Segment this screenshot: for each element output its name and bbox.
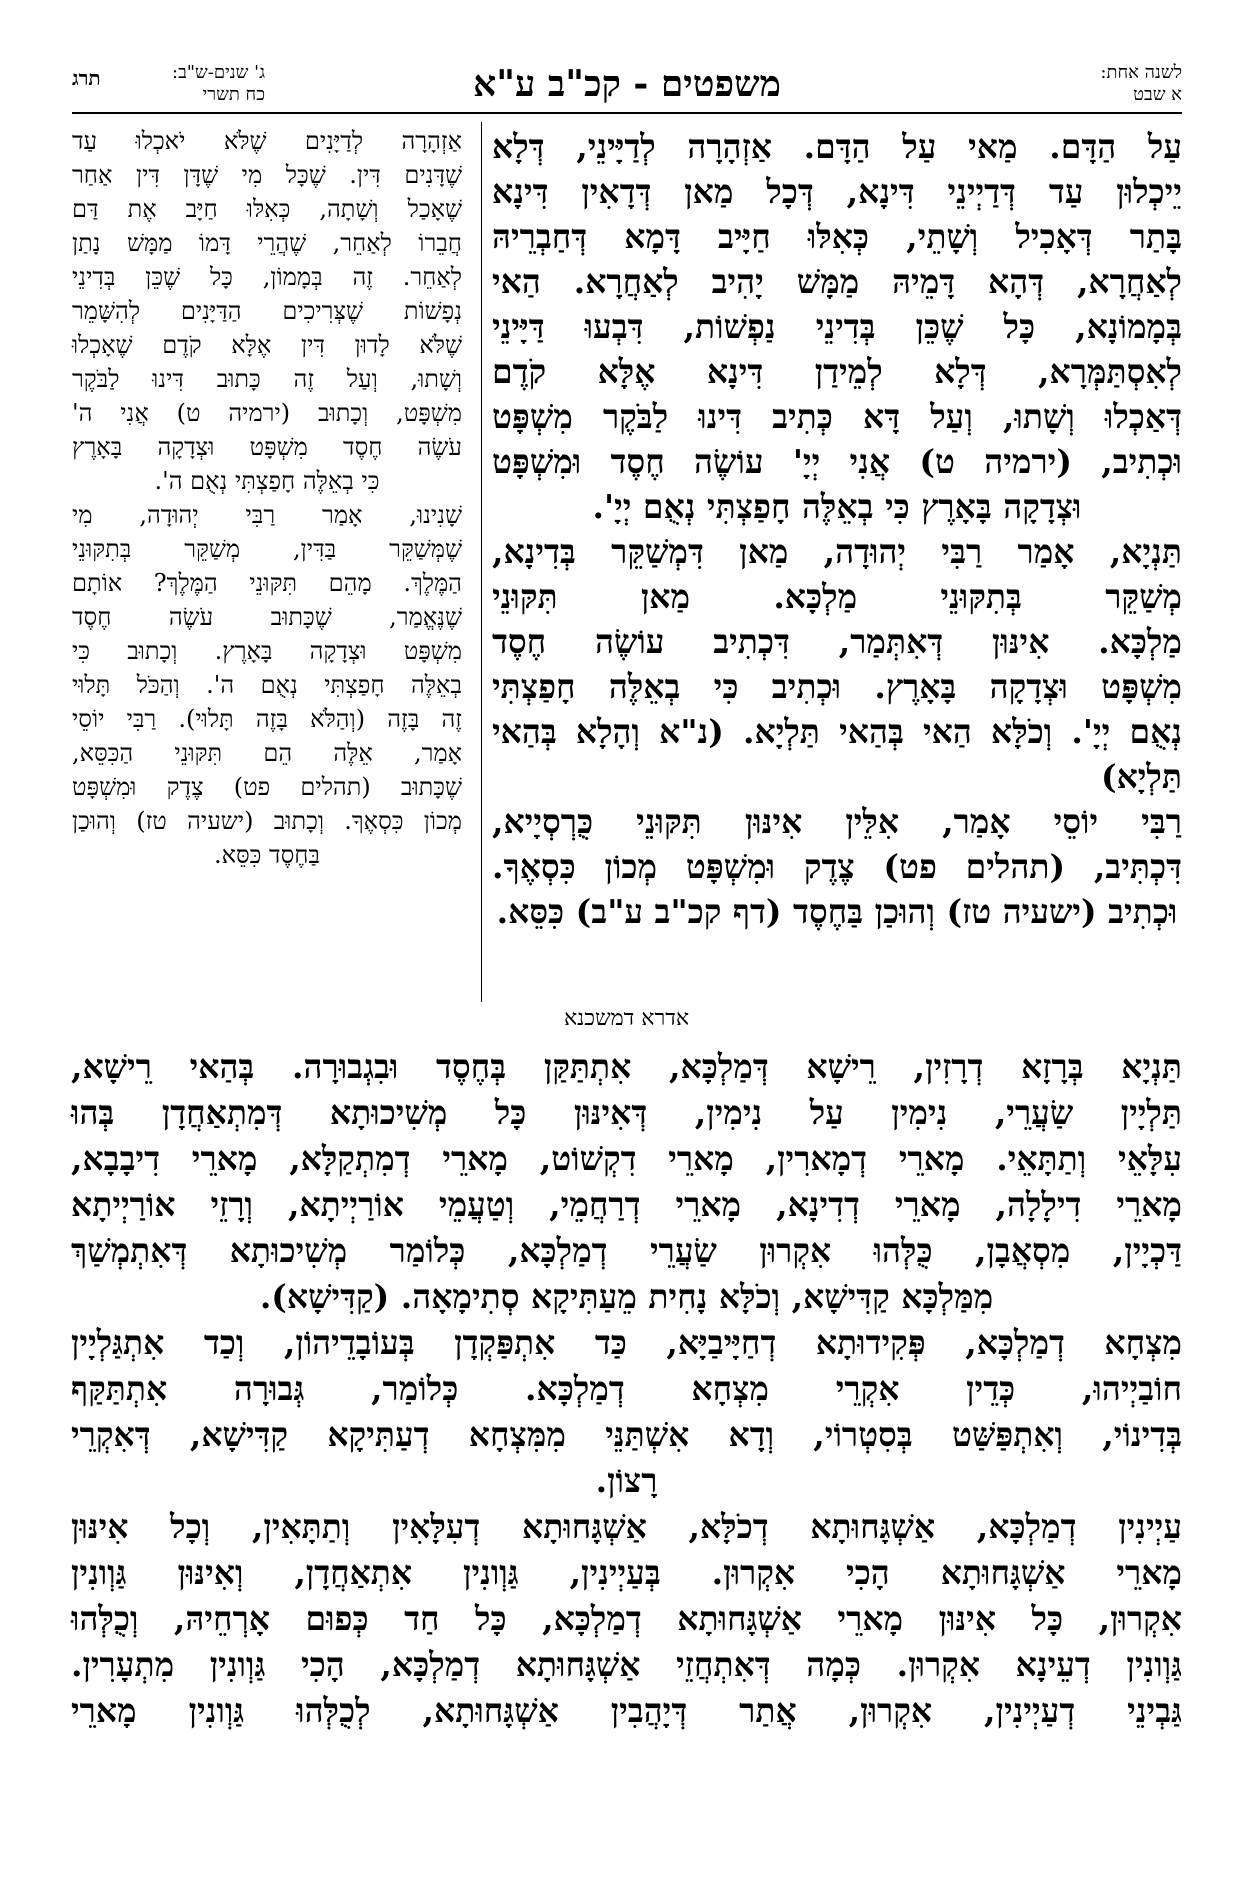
text-line: דְּאַכְלוּ וְשָׁתוּ, וְעַל דָּא כְּתִיב דִּינוּ לַבֹּקֶר מִשְׁפָּט [492, 397, 1182, 436]
column-divider [481, 122, 482, 1002]
text-line: מִשְׁפָּט, וְכָתוּב (ירמיה ט) אֲנִי ה' [72, 399, 462, 427]
text-line: מִשְׁפָּט וּצְדָקָה בָּאָרֶץ. וְכָתוּב כִּי [72, 637, 462, 665]
text-line: תַּנְיָא בְּרָזָא דְרָזִין, רֵישָׁא דְּמַלְכָּא, אִתְתַּקַּן בְּחֶסֶד וּבִגְבוּרָה. בְּהַאי רֵישָׁא, [71, 1047, 1182, 1086]
text-line: רָצוֹן. [595, 1461, 658, 1500]
text-line: מִמַּלְכָּא קַדִּישָׁא, וְכֹלָּא נָחִית מֵעַתִּיקָא סְתִימָאָה. (קַדִּישָׁא). [259, 1277, 994, 1316]
text-line: דִּכְתִּיב, (תהלים פט) צֶדֶק וּמִשְׁפָּט מְכוֹן כִּסְאֶךָ. [492, 847, 1182, 886]
text-line: חֲבֵרוֹ לְאַחֵר, שֶׁהֲרֵי דָּמוֹ מַמָּשׁ נָתַן [72, 229, 462, 257]
page-title: משפטים - קכ"ב ע"א [473, 63, 781, 105]
section-heading: אדרא דמשכנא [563, 1006, 690, 1031]
text-line: בְאֵלֶּה חָפַצְתִּי נְאֻם ה'. וְהַכֹּל תָּלוּי [72, 671, 462, 699]
text-line: כִּי בְאֵלֶּה חָפַצְתִּי נְאֻם ה'. [154, 467, 380, 495]
text-line: לְאַחֲרָא, דְּהָא דָּמֵיהּ מַמָּשׁ יָהִיב לְאַחֲרָא. הַאי [492, 262, 1182, 301]
schedule-date: א שבט [1133, 84, 1182, 105]
text-line: גַּבְינֵי דְעַיְינִין, אִקְרוּן, אֲתַר דְּיָהֲבִין אַשְׁגָּחוּתָא, לְכֻלְּהוּ גַּוְונִין מָארֵי [71, 1691, 1182, 1730]
text-line: מִשְׁפָּט וּצְדָקָה בָּאָרֶץ. וּכְתִיב כִּי בְאֵלֶּה חָפַצְתִּי [492, 667, 1182, 706]
text-line: בַּחֶסֶד כִּסֵּא. [213, 841, 320, 869]
text-line: שֶׁדָּנִים דִּין. שֶׁכָּל מִי שֶׁדָּן דִּין אַחַר [72, 161, 462, 189]
header-schedule-three-years [172, 62, 265, 106]
text-line: אִקְרוּן, כָּל אִינּוּן מָארֵי אַשְׁגָּחוּתָא דְמַלְכָּא, כָּל חַד כְּפוּם אָרְחֵיהּ, וְכֻלְּהוּ [71, 1599, 1182, 1638]
text-line: שֶׁמְּשַׁקֵּר בַּדִּין, מְשַׁקֵּר בְּתִקּוּנֵי [72, 535, 462, 563]
schedule-label: ג' שנים-ש"ב: [172, 62, 266, 83]
text-line: חוֹבַיְיהוּ, כְּדֵין אִקְרֵי מִצְחָא דְמַלְכָּא. כְּלוֹמַר, גְּבוּרָה אִתְתַּקַּף [71, 1369, 1182, 1408]
text-line: לְאִסְתַּמְּרָא, דְּלָא לְמֵידַן דִּינָא אֶלָּא קֹדֶם [492, 352, 1182, 391]
page-header [72, 62, 1182, 118]
text-line: בְּדִינוֹי, וְאִתְפַּשַּׁט בְּסִטְרוֹי, וְדָא אִשְׁתַּנֵּי מִמִּצְחָא דְעַתִּיקָא קַדִּישָׁא, דְּאִקְרֵי [71, 1415, 1182, 1454]
text-line: מָארֵי אַשְׁגָּחוּתָא הָכִי אִקְרוּן. בְּעַיְינִין, גַּוְונִין אִתְאַחֲדָן, וְאִינּוּן גַּוְונִין [71, 1553, 1182, 1592]
text-line: תַּלְיָין שַׂעֲרֵי, נִימִין עַל נִימִין, דְּאִינּוּן כָּל מְשִׁיכוּתָא דְּמִתְאַחֲדָן בְּהוּ [71, 1093, 1182, 1132]
text-line: שֶׁאָכַל וְשָׁתָה, כְּאִלּוּ חַיָּב אֶת דַּם [72, 195, 462, 223]
text-line: זֶה בָּזֶה (וְהַלֹּא בָּזֶה תָּלוּי). רַבִּי יוֹסֵי [72, 705, 462, 733]
text-line: עֹשֶׂה חֶסֶד מִשְׁפָּט וּצְדָקָה בָּאָרֶץ [72, 433, 462, 461]
text-line: וּצְדָקָה בָּאָרֶץ כִּי בְאֵלֶּה חָפַצְתִּי נְאֻם יְיָ'. [592, 487, 1082, 526]
text-line: מָארֵי דִילָלָה, מָארֵי דְדִינָא, מָארֵי דְרַחֲמֵי, וְטַעֲמֵי אוֹרַיְיתָא, וְרָזֵי אוֹרַיְיתָא [71, 1185, 1182, 1224]
text-line: וּכְתִיב, (ירמיה ט) אֲנִי יְיָ' עוֹשֶׂה חֶסֶד וּמִשְׁפָּט [492, 442, 1182, 481]
text-line: יֵיכְלוּן עַד דְּדַיְינֵי דִּינָא, דְּכָל מַאן דְּדָאִין דִּינָא [492, 172, 1182, 211]
text-line: מְכוֹן כִּסְאֶךָ. וְכָתוּב (ישעיה טז) וְהוּכַן [72, 807, 462, 835]
text-line: נְפָשׁוֹת שֶׁצְּרִיכִים הַדַּיָּנִים לְהִשָּׁמֵר [72, 297, 462, 325]
text-line: הַמֶּלֶךְ. מָהֵם תִּקּוּנֵי הַמֶּלֶךְ? אוֹתָם [72, 569, 462, 597]
text-line: שֶׁכָּתוּב (תהלים פט) צֶדֶק וּמִשְׁפָּט [72, 773, 462, 801]
header-rule [72, 112, 1182, 114]
text-line: מִצְחָא דְמַלְכָּא, פְּקִידוּתָא דְחַיָּיבַיָּא, כַּד אִתְפַּקְדָן בְּעוֹבָדֵיהוֹן, וְכַד אִתְגַּלְיָין [71, 1323, 1182, 1362]
text-line: נְאֻם יְיָ'. וְכֹלָּא הַאי בְּהַאי תַּלְיָא. (נ"א וְהָלָא בְּהַאי תַּלְיָא) [492, 712, 1182, 796]
text-line: עִלָּאֵי וְתַתָּאֵי. מָארֵי דְמָארִין, מָארֵי דִקְשׁוֹט, מָארֵי דְמִתְקַלָּא, מָארֵי דִיבָבָא, [71, 1139, 1182, 1178]
text-line: רַבִּי יוֹסֵי אָמַר, אִלֵּין אִינּוּן תִּקּוּנֵי כֻּרְסְיָיא, [492, 802, 1182, 841]
text-line: גַּוְונִין דְעֵינָא אִקְרוּן. כְּמָה דְּאִתְחֲזֵי אַשְׁגָּחוּתָא דְמַלְכָּא, הָכִי גַּוְונִין מִתְעָרִין. [71, 1645, 1182, 1684]
text-line: בָּתַר דְּאָכִיל וְשָׁתֵי, כְּאִלּוּ חַיָּיב דָּמָא דְּחַבְרֵיהּ [492, 217, 1182, 256]
text-line: מַלְכָּא. אִינּוּן דְּאִתְּמַר, דִּכְתִיב עוֹשֶׂה חֶסֶד [492, 622, 1182, 661]
text-line: אָמַר, אֵלֶּה הֵם תִּקּוּנֵי הַכִּסֵּא, [72, 739, 462, 767]
text-line: דַּכְיָין, מִסְאֲבָן, כֻּלְּהוּ אִקְרוּן שַׂעֲרֵי דְמַלְכָּא, כְּלוֹמַר מְשִׁיכוּתָא דְּאִתְמְשַׁךְ [71, 1231, 1182, 1270]
text-line: תַּנְיָא, אָמַר רַבִּי יְהוּדָה, מַאן דִּמְשַׁקֵּר בְּדִינָא, [492, 532, 1182, 571]
text-line: שֶׁלֹּא לָדוּן דִּין אֶלָּא קֹדֶם שֶׁאָכְלוּ [72, 331, 462, 359]
text-line: מְשַׁקֵּר בְּתִקּוּנֵי מַלְכָּא. מַאן תִּקּוּנֵי [492, 577, 1182, 616]
text-line: שֶׁנֶּאֱמַר, שֶׁכָּתוּב עֹשֶׂה חֶסֶד [72, 603, 462, 631]
aramaic-column [492, 124, 1182, 934]
text-line: אַזְהָרָה לְדַיָּנִים שֶׁלֹּא יֹאכְלוּ עַד [72, 127, 462, 155]
idra-text-block [71, 1044, 1182, 1734]
text-line: וּכְתִיב (ישעיה טז) וְהוּכַן בַּחֶסֶד (דף קכ"ב ע"ב) כִּסֵּא. [496, 892, 1178, 931]
text-line: בְּמָמוֹנָא, כָּל שֶׁכֵּן בְּדִינֵי נַפְשׁוֹת, דִּבְעוּ דַּיָּינֵי [492, 307, 1182, 346]
schedule-label: לשנה אחת: [1100, 62, 1182, 83]
text-line: שָׁנִינוּ, אָמַר רַבִּי יְהוּדָה, מִי [72, 501, 462, 529]
hebrew-translation-column [72, 124, 462, 872]
text-line: עַל הַדָּם. מַאי עַל הַדָּם. אַזְהָרָה לְדַיָּינֵי, דְּלָא [492, 127, 1182, 166]
page-number: תרג [72, 66, 101, 90]
text-line: עַיְינִין דְמַלְכָּא, אַשְׁגָּחוּתָא דְכֹלָּא, אַשְׁגָּחוּתָא דְעִלָּאִין וְתַתָּאִין, וְכָל אִינּוּן [71, 1507, 1182, 1546]
text-line: וְשָׁתוּ, וְעַל זֶה כָּתוּב דִּינוּ לַבֹּקֶר [72, 365, 462, 393]
schedule-date: כח תשרי [202, 84, 266, 105]
text-line: לְאַחֵר. זֶה בְּמָמוֹן, כָּל שֶׁכֵּן בְּדִינֵי [72, 263, 462, 291]
